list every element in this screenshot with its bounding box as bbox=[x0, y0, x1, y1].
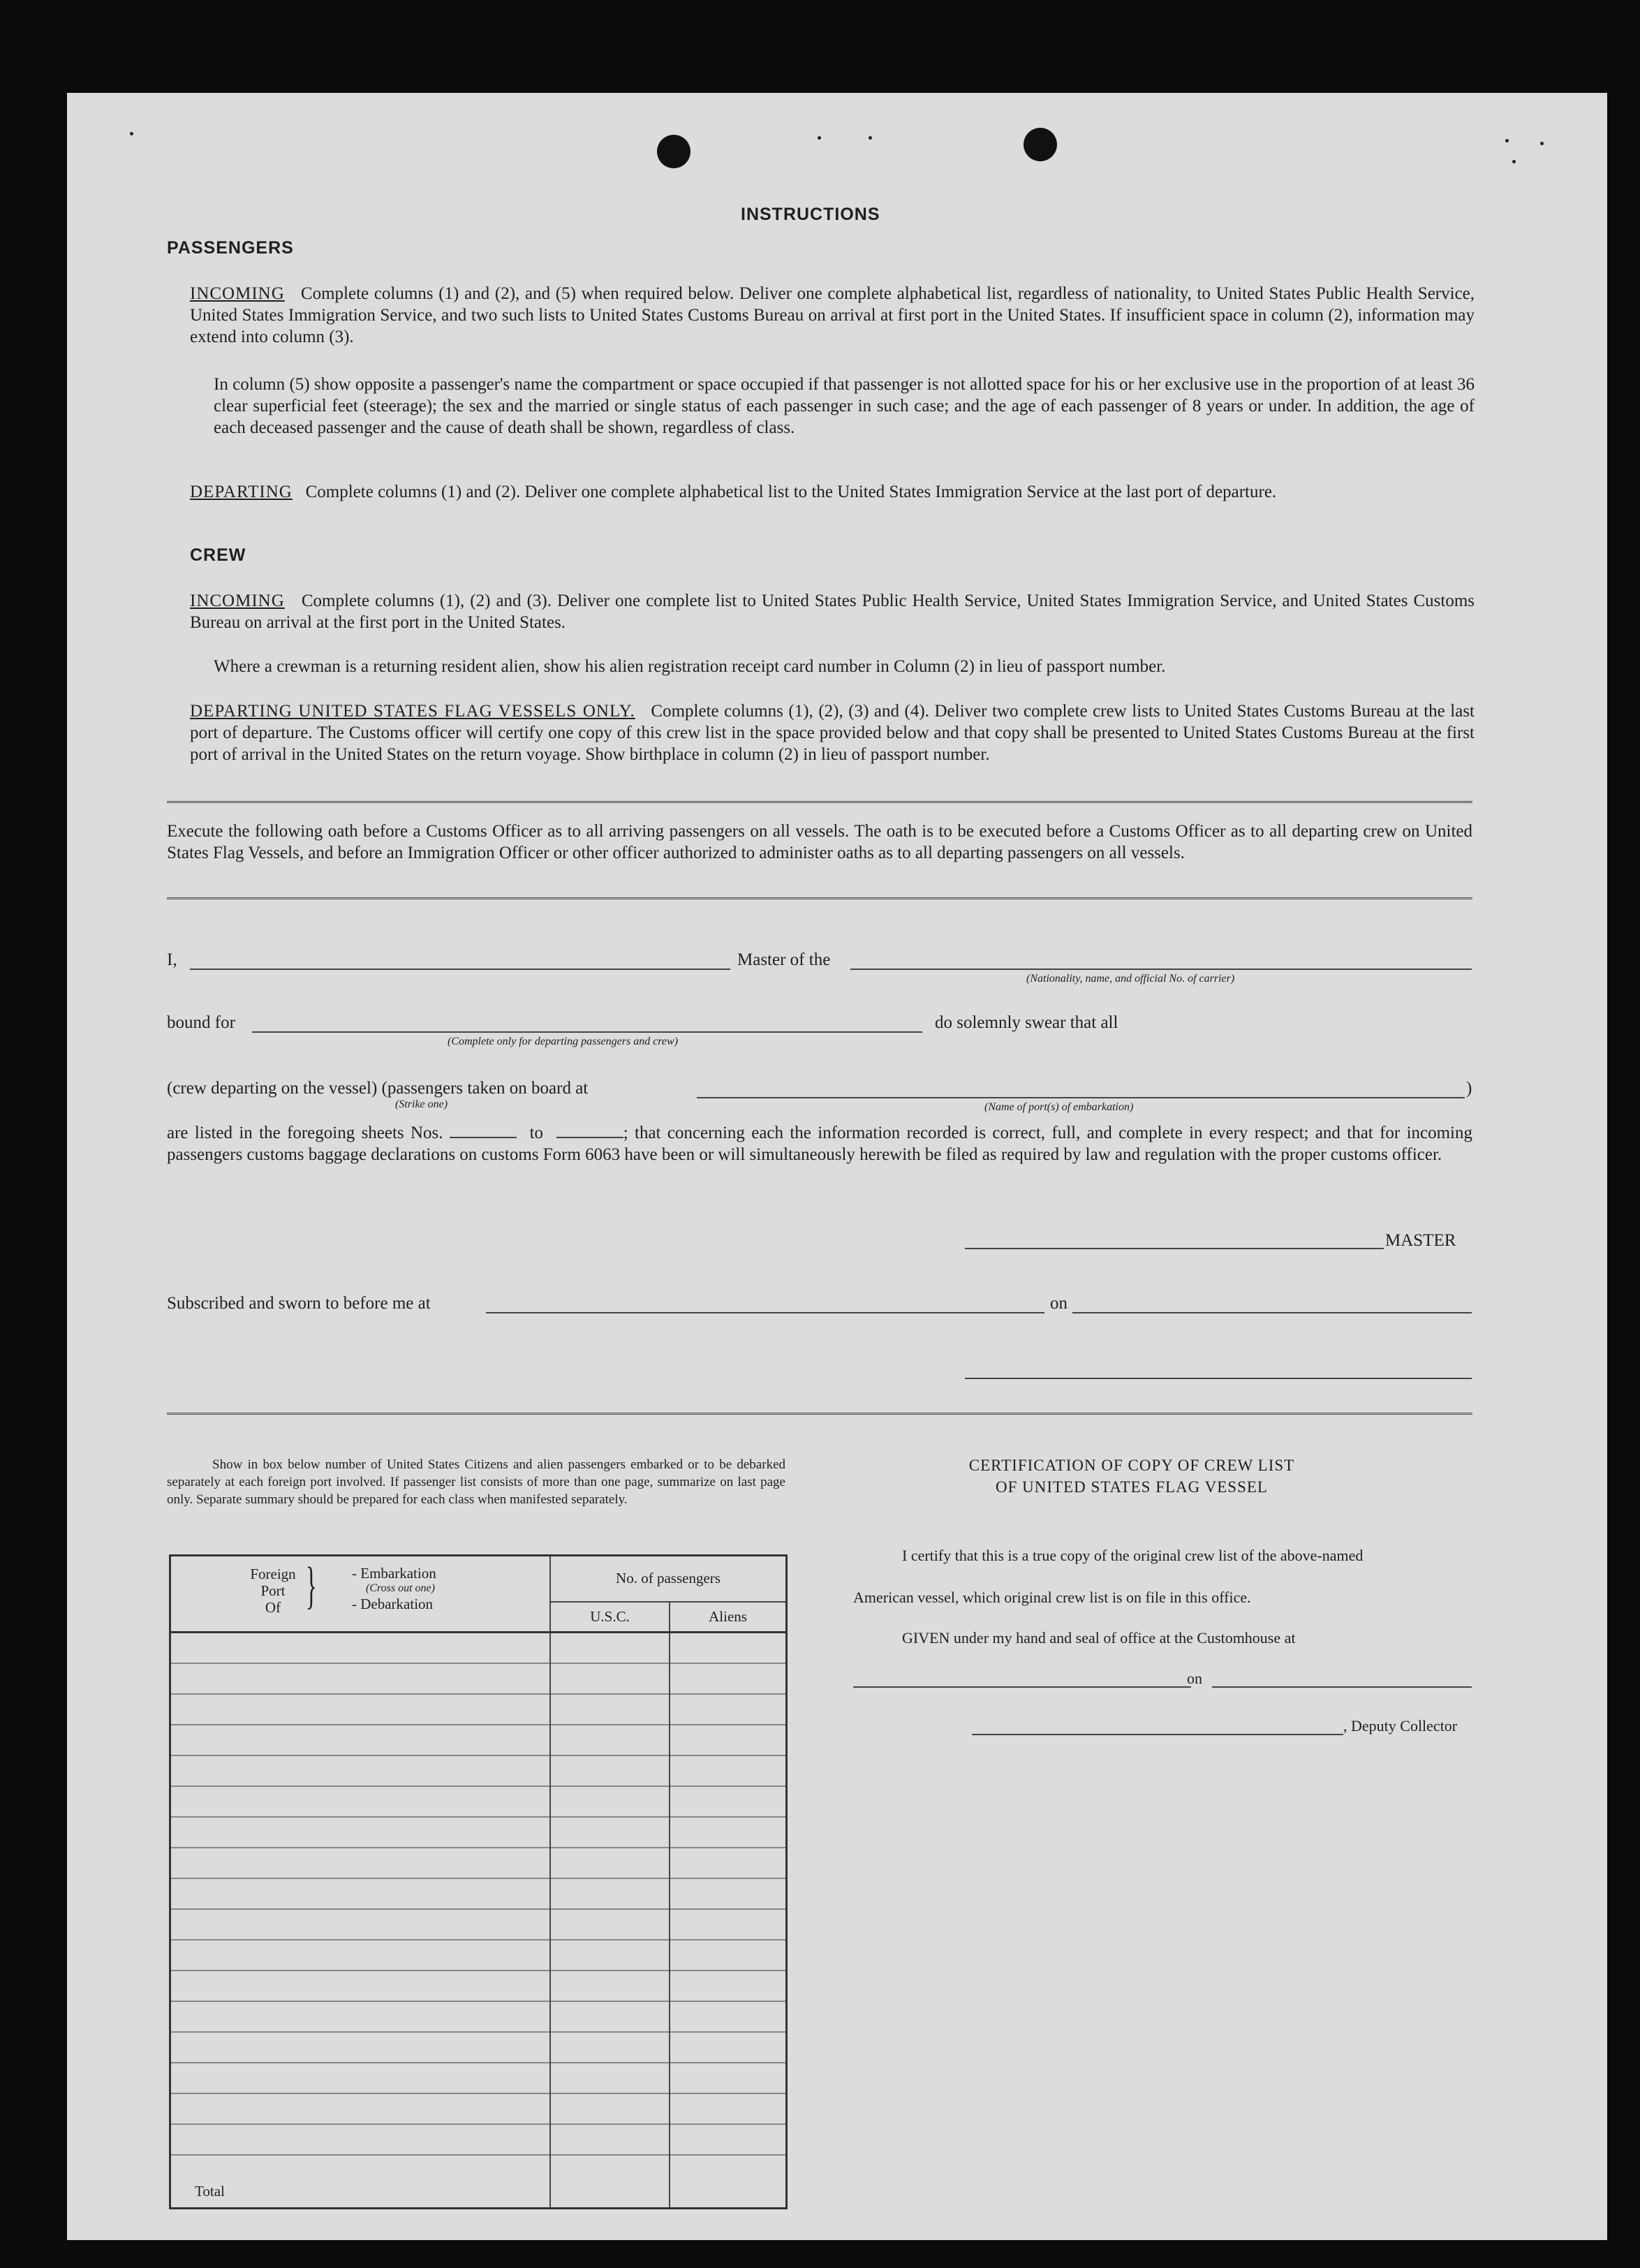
table-row bbox=[170, 1940, 787, 1971]
port-cell[interactable] bbox=[170, 1848, 551, 1878]
usc-cell[interactable] bbox=[550, 1848, 670, 1878]
port-cell[interactable] bbox=[170, 2032, 551, 2063]
debarkation-label: - Debarkation bbox=[352, 1596, 434, 1612]
crew-incoming-paragraph bbox=[190, 590, 1475, 633]
crew-departing-text: Complete columns (1), (2), (3) and (4). Deliver two complete crew lists to United States Customs Bureau at the last port of departure. The Customs officer will certify one copy of this crew list in the space provided below and that copy shall be presented to United States Customs Bureau at the first port of arrival in the United States on the return voyage. Show birthplace in column (2) in lieu of passport number. bbox=[190, 702, 1475, 764]
sheet-to-field[interactable] bbox=[556, 1137, 623, 1138]
aliens-header: Aliens bbox=[670, 1602, 786, 1633]
table-row bbox=[170, 2063, 787, 2093]
port-cell[interactable] bbox=[170, 1633, 551, 1664]
aliens-cell[interactable] bbox=[670, 1786, 786, 1817]
aliens-cell[interactable] bbox=[670, 2063, 786, 2093]
usc-cell[interactable] bbox=[550, 1909, 670, 1940]
swear-label: do solemnly swear that all bbox=[935, 1013, 1118, 1032]
usc-cell[interactable] bbox=[550, 1663, 670, 1694]
master-of-the-label: Master of the bbox=[737, 950, 831, 969]
subscribed-label: Subscribed and sworn to before me at bbox=[167, 1294, 431, 1313]
form-page bbox=[67, 93, 1607, 2240]
customhouse-field[interactable] bbox=[853, 1686, 1191, 1688]
aliens-cell[interactable] bbox=[670, 1971, 786, 2001]
foreign-label: Foreign bbox=[250, 1566, 296, 1582]
bound-for-label: bound for bbox=[167, 1013, 235, 1032]
table-row bbox=[170, 2093, 787, 2124]
certify-line1: I certify that this is a true copy of the original crew list of the above-named bbox=[902, 1547, 1364, 1564]
passengers-departing-lead: DEPARTING bbox=[190, 483, 293, 501]
usc-cell[interactable] bbox=[550, 2124, 670, 2155]
strike-one-hint: (Strike one) bbox=[395, 1098, 448, 1110]
section-divider bbox=[167, 897, 1472, 904]
of-label: Of bbox=[265, 1599, 281, 1616]
aliens-cell[interactable] bbox=[670, 1940, 786, 1971]
instructions-title: INSTRUCTIONS bbox=[741, 205, 880, 224]
master-name-field[interactable] bbox=[190, 969, 730, 970]
aliens-cell[interactable] bbox=[670, 1848, 786, 1878]
total-aliens-cell[interactable] bbox=[670, 2155, 786, 2209]
aliens-cell[interactable] bbox=[670, 2124, 786, 2155]
usc-header: U.S.C. bbox=[550, 1602, 670, 1633]
crew-departing-label: (crew departing on the vessel) (passengers taken on board at bbox=[167, 1079, 589, 1098]
certification-title-line2: OF UNITED STATES FLAG VESSEL bbox=[996, 1478, 1268, 1496]
usc-cell[interactable] bbox=[550, 1633, 670, 1664]
table-row bbox=[170, 2124, 787, 2155]
crew-departing-lead: DEPARTING UNITED STATES FLAG VESSELS ONLY. bbox=[190, 702, 635, 721]
usc-cell[interactable] bbox=[550, 1817, 670, 1848]
table-row bbox=[170, 1755, 787, 1786]
listed-prefix: are listed in the foregoing sheets Nos. bbox=[167, 1124, 443, 1142]
deputy-signature-field[interactable] bbox=[972, 1734, 1343, 1735]
listed-suffix: ; that concerning each the information recorded is correct, full, and complete in every respect; and that for incoming passengers customs baggage declarations on customs Form 6063 have been or will simultaneously herewith be filed as required by law and regulation with the proper customs officer. bbox=[167, 1124, 1473, 1164]
close-paren: ) bbox=[1466, 1079, 1472, 1098]
table-row bbox=[170, 1817, 787, 1848]
usc-cell[interactable] bbox=[550, 1755, 670, 1786]
paper-speck bbox=[1505, 139, 1509, 142]
port-label: Port bbox=[260, 1582, 286, 1599]
punch-hole-left bbox=[657, 135, 690, 168]
embark-options bbox=[352, 1566, 436, 1612]
passengers-departing-paragraph bbox=[190, 481, 1475, 503]
passenger-summary-table bbox=[169, 1554, 788, 2209]
usc-cell[interactable] bbox=[550, 2093, 670, 2124]
ports-hint: (Name of port(s) of embarkation) bbox=[984, 1101, 1134, 1113]
port-cell[interactable] bbox=[170, 1817, 551, 1848]
usc-cell[interactable] bbox=[550, 1694, 670, 1725]
aliens-cell[interactable] bbox=[670, 1725, 786, 1755]
oath-intro: Execute the following oath before a Customs Officer as to all arriving passengers on all vessels. The oath is to be executed before a Customs Officer as to all departing crew on United States Flag Vessels, and before an Immigration Officer or other officer authorized to administer oaths as to all departing passengers on all vessels. bbox=[167, 822, 1472, 862]
passengers-incoming-paragraph bbox=[190, 283, 1475, 348]
sworn-on-label: on bbox=[1050, 1294, 1068, 1313]
punch-hole-right bbox=[1024, 128, 1057, 161]
usc-cell[interactable] bbox=[550, 2001, 670, 2032]
paper-speck bbox=[1540, 142, 1544, 145]
certification-title bbox=[866, 1455, 1397, 1498]
aliens-cell[interactable] bbox=[670, 1878, 786, 1909]
embarkation-label: - Embarkation bbox=[352, 1565, 436, 1582]
aliens-cell[interactable] bbox=[670, 1663, 786, 1694]
usc-cell[interactable] bbox=[550, 1786, 670, 1817]
table-row bbox=[170, 1848, 787, 1878]
port-cell[interactable] bbox=[170, 1755, 551, 1786]
paper-speck bbox=[1512, 160, 1516, 163]
certification-title-line1: CERTIFICATION OF COPY OF CREW LIST bbox=[968, 1457, 1295, 1474]
total-label-cell bbox=[170, 2155, 551, 2209]
master-signature-field[interactable] bbox=[965, 1248, 1384, 1249]
port-cell[interactable] bbox=[170, 1694, 551, 1725]
sworn-place-field[interactable] bbox=[486, 1312, 1044, 1313]
table-row bbox=[170, 1663, 787, 1694]
passengers-column5-paragraph: In column (5) show opposite a passenger's name the compartment or space occupied if that passenger is not allotted space for his or her exclusive use in the proportion of at least 36 clear superficial feet (steerage); the sex and the married or single status of each passenger in such case; and the age of each passenger of 8 years or under. In addition, the age of each deceased passenger and the cause of death shall be shown, regardless of class. bbox=[214, 375, 1475, 437]
passengers-incoming-text: Complete columns (1) and (2), and (5) when required below. Deliver one complete alphabetical list, regardless of nationality, to United States Public Health Service, United States Immigration Service, and two such lists to United States Customs Bureau on arrival at first port in the United States. If insufficient space in column (2), information may extend into column (3). bbox=[190, 284, 1475, 346]
table-row bbox=[170, 1694, 787, 1725]
aliens-cell[interactable] bbox=[670, 1755, 786, 1786]
table-row bbox=[170, 1786, 787, 1817]
total-label: Total bbox=[195, 2183, 225, 2200]
table-row bbox=[170, 1633, 787, 1664]
bound-for-field[interactable] bbox=[252, 1031, 922, 1033]
usc-cell[interactable] bbox=[550, 2063, 670, 2093]
usc-cell[interactable] bbox=[550, 2032, 670, 2063]
aliens-cell[interactable] bbox=[670, 1909, 786, 1940]
crew-incoming-text: Complete columns (1), (2) and (3). Deliver one complete list to United States Public Health Service, United States Immigration Service, and United States Customs Bureau on arrival at the first port in the United States. bbox=[190, 591, 1475, 632]
usc-cell[interactable] bbox=[550, 1971, 670, 2001]
crew-heading: CREW bbox=[190, 545, 246, 565]
certification-on-label: on bbox=[1187, 1670, 1202, 1687]
passengers-departing-text: Complete columns (1) and (2). Deliver one complete alphabetical list to the United States Immigration Service at the last port of departure. bbox=[305, 483, 1277, 501]
paper-speck bbox=[818, 136, 821, 140]
total-usc-cell[interactable] bbox=[550, 2155, 670, 2209]
brace-icon: } bbox=[305, 1557, 317, 1614]
passengers-heading: PASSENGERS bbox=[167, 238, 294, 258]
table-row bbox=[170, 1878, 787, 1909]
aliens-cell[interactable] bbox=[670, 2093, 786, 2124]
crew-resident-paragraph: Where a crewman is a returning resident alien, show his alien registration receipt card number in Column (2) in lieu of passport number. bbox=[214, 657, 1166, 676]
sworn-date-field[interactable] bbox=[1072, 1312, 1472, 1313]
no-passengers-header: No. of passengers bbox=[550, 1556, 787, 1602]
paper-speck bbox=[869, 136, 872, 140]
oath-i-label: I, bbox=[167, 950, 177, 969]
crew-incoming-lead: INCOMING bbox=[190, 591, 285, 610]
sheet-from-field[interactable] bbox=[450, 1137, 517, 1138]
ports-field[interactable] bbox=[697, 1097, 1465, 1098]
aliens-cell[interactable] bbox=[670, 2032, 786, 2063]
usc-cell[interactable] bbox=[550, 1725, 670, 1755]
port-cell[interactable] bbox=[170, 1971, 551, 2001]
port-cell[interactable] bbox=[170, 1786, 551, 1817]
port-cell[interactable] bbox=[170, 1940, 551, 1971]
usc-cell[interactable] bbox=[550, 1940, 670, 1971]
aliens-cell[interactable] bbox=[670, 1817, 786, 1848]
officer-signature-field[interactable] bbox=[965, 1378, 1472, 1379]
table-row bbox=[170, 1971, 787, 2001]
oath-listed-paragraph bbox=[167, 1122, 1472, 1165]
total-row bbox=[170, 2155, 787, 2209]
section-divider bbox=[167, 801, 1472, 807]
aliens-cell[interactable] bbox=[670, 1633, 786, 1664]
deputy-collector-label: , Deputy Collector bbox=[1343, 1717, 1458, 1735]
foreign-port-of-label bbox=[249, 1566, 297, 1616]
port-header-cell bbox=[170, 1556, 551, 1633]
cross-out-hint: (Cross out one) bbox=[366, 1582, 435, 1594]
listed-to: to bbox=[529, 1124, 544, 1142]
crew-departing-paragraph bbox=[190, 700, 1475, 765]
passengers-incoming-lead: INCOMING bbox=[190, 284, 285, 303]
port-cell[interactable] bbox=[170, 1878, 551, 1909]
certify-line2: American vessel, which original crew list is on file in this office. bbox=[853, 1589, 1251, 1606]
certification-date-field[interactable] bbox=[1212, 1686, 1472, 1688]
port-cell[interactable] bbox=[170, 2124, 551, 2155]
bound-for-hint: (Complete only for departing passengers and crew) bbox=[448, 1036, 679, 1047]
port-cell[interactable] bbox=[170, 1909, 551, 1940]
port-cell[interactable] bbox=[170, 1725, 551, 1755]
port-cell[interactable] bbox=[170, 2093, 551, 2124]
summary-instructions: Show in box below number of United States Citizens and alien passengers embarked or to be debarked separately at each foreign port involved. If passenger list consists of more than one page, summarize on last page only. Separate summary should be prepared for each class when manifested separately. bbox=[167, 1457, 785, 1507]
aliens-cell[interactable] bbox=[670, 1694, 786, 1725]
master-label: MASTER bbox=[1385, 1231, 1456, 1250]
port-cell[interactable] bbox=[170, 2001, 551, 2032]
port-cell[interactable] bbox=[170, 2063, 551, 2093]
port-cell[interactable] bbox=[170, 1663, 551, 1694]
paper-speck bbox=[130, 132, 133, 135]
given-line: GIVEN under my hand and seal of office at the Customhouse at bbox=[902, 1629, 1296, 1647]
table-row bbox=[170, 1909, 787, 1940]
table-row bbox=[170, 2001, 787, 2032]
section-divider bbox=[167, 1413, 1472, 1419]
port-header bbox=[172, 1557, 549, 1630]
carrier-hint: (Nationality, name, and official No. of carrier) bbox=[1026, 973, 1235, 985]
aliens-cell[interactable] bbox=[670, 2001, 786, 2032]
table-row bbox=[170, 2032, 787, 2063]
table-row bbox=[170, 1725, 787, 1755]
usc-cell[interactable] bbox=[550, 1878, 670, 1909]
carrier-field[interactable] bbox=[850, 969, 1472, 970]
